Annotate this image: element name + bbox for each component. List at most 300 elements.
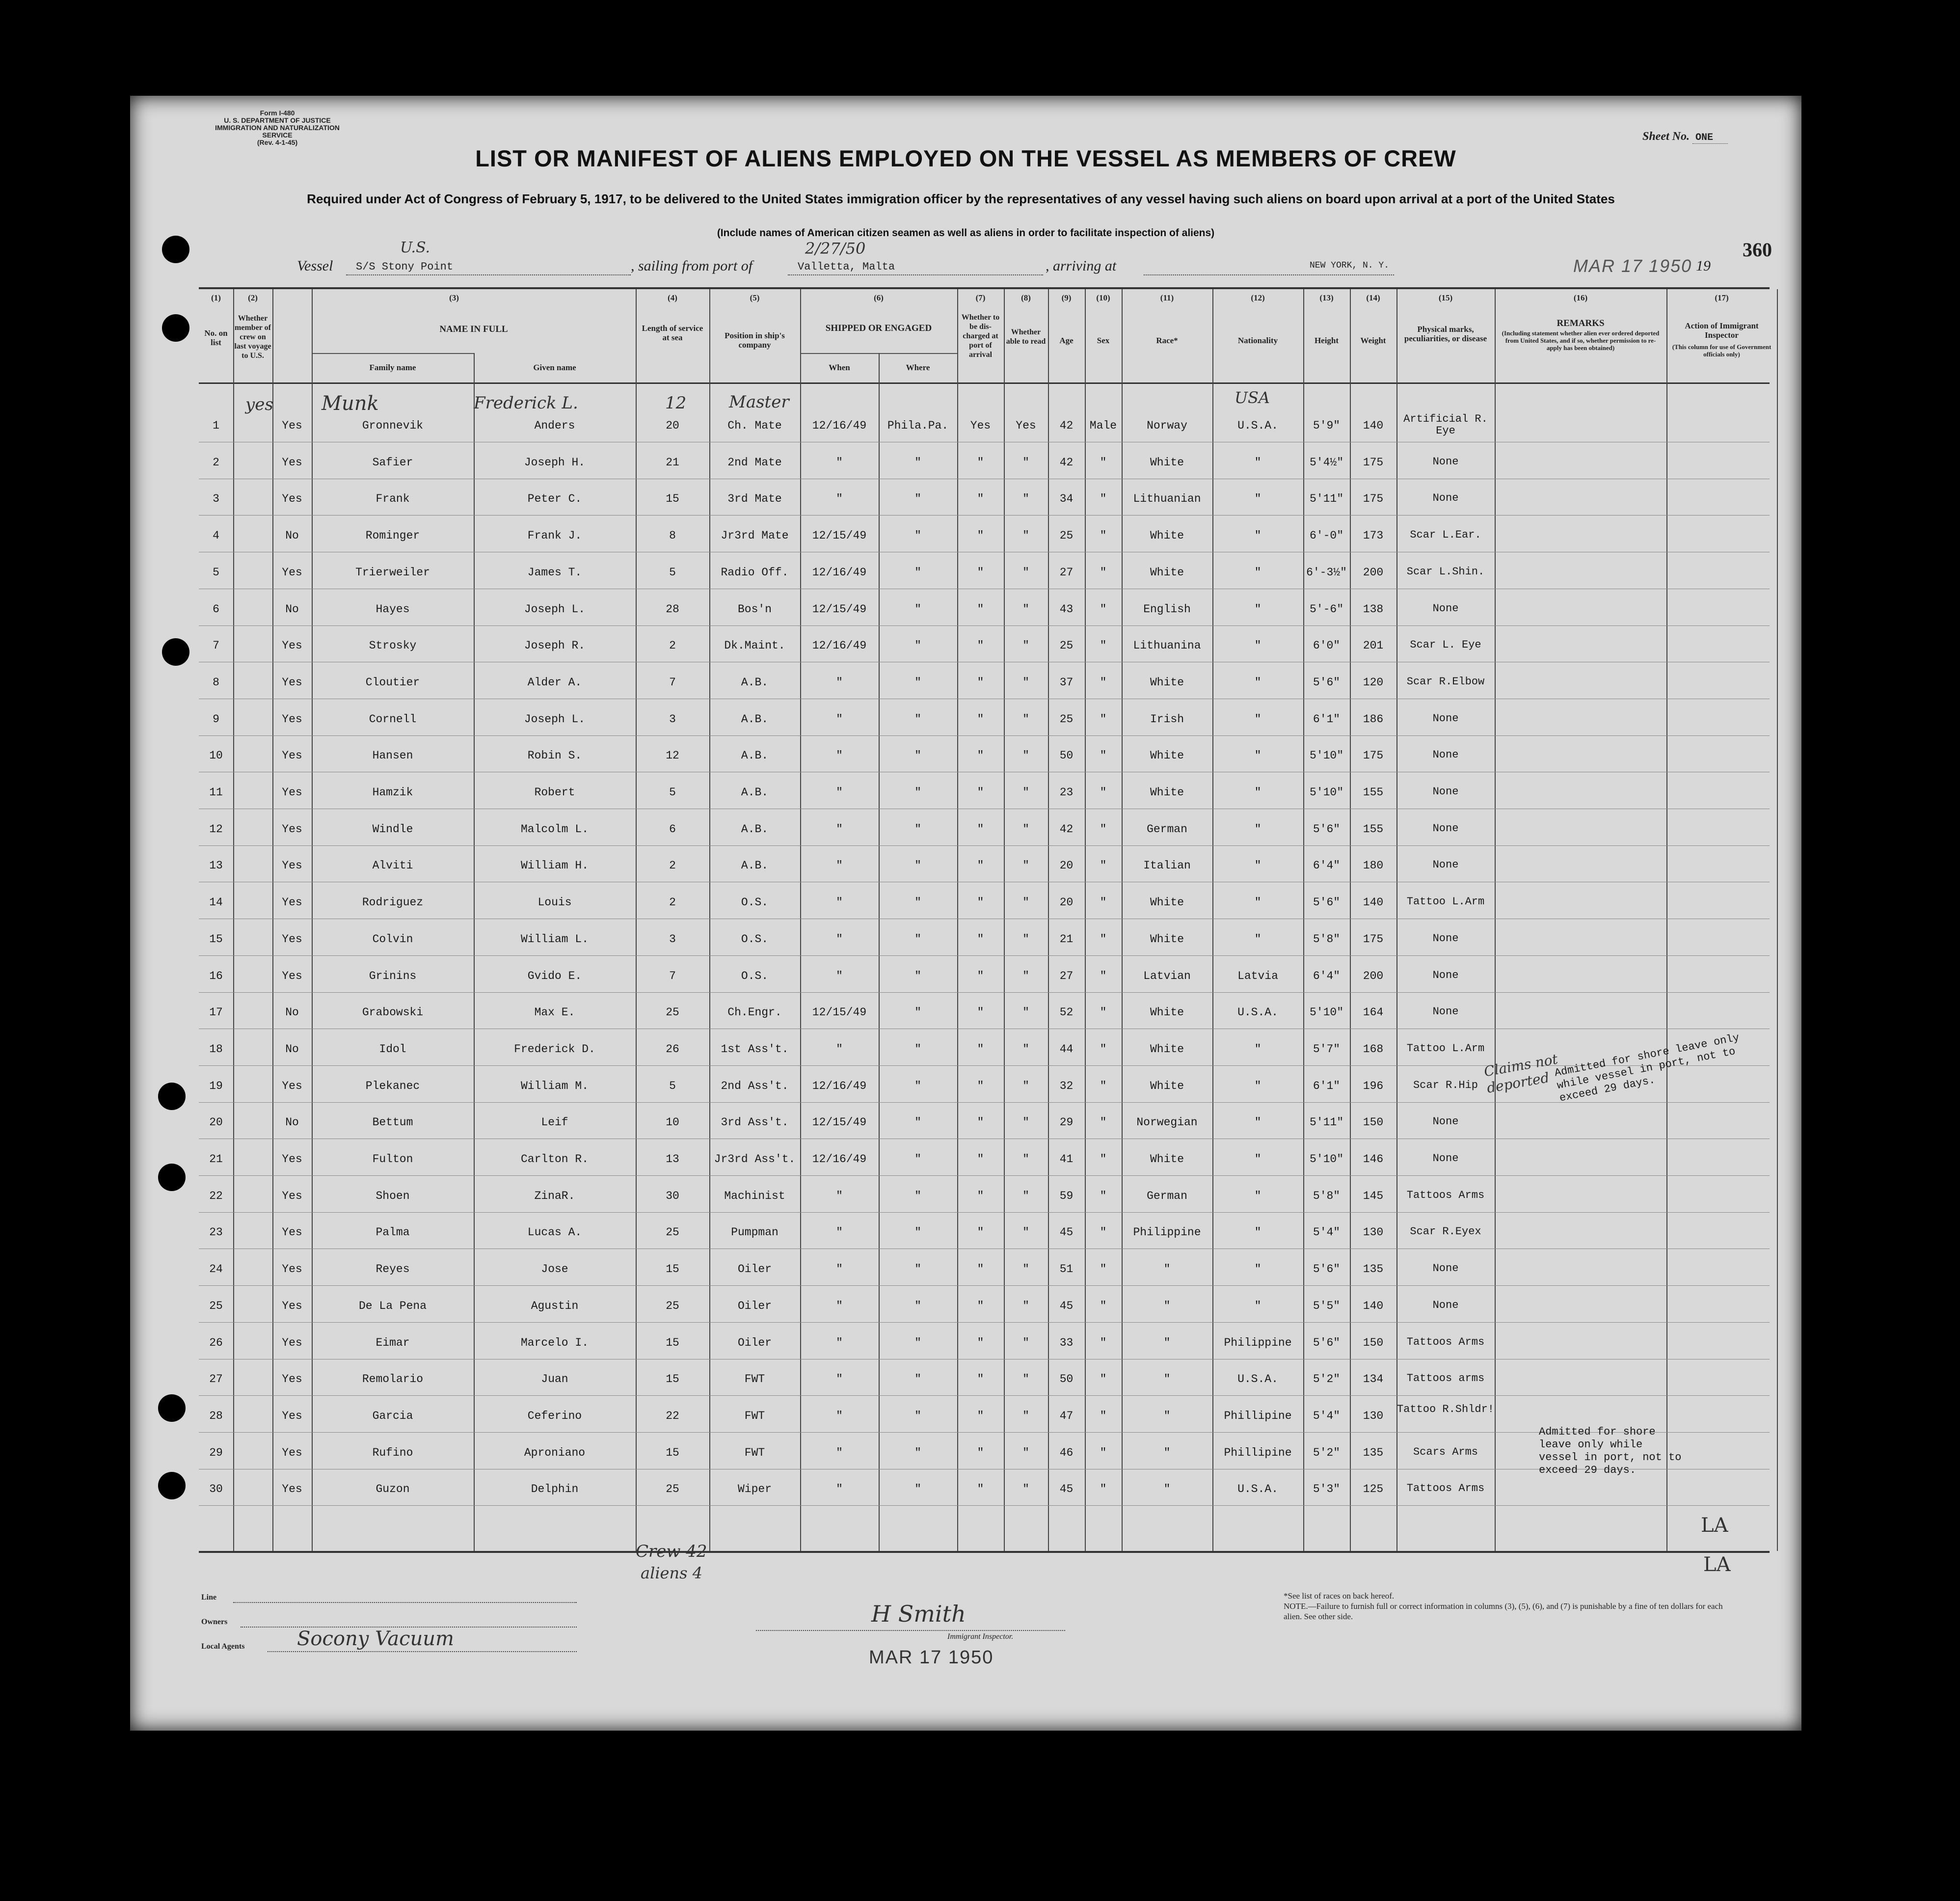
cell-nat: U.S.A. xyxy=(1237,1483,1278,1496)
cell-given: William M. xyxy=(520,1079,589,1092)
cell-given: William L. xyxy=(520,932,589,946)
cell-length: 25 xyxy=(666,1006,679,1019)
cell-member: Yes xyxy=(282,896,302,909)
cell-where: " xyxy=(914,602,921,616)
col-number: (8) xyxy=(1021,293,1031,302)
cell-position: Machinist xyxy=(724,1189,785,1202)
cell-family: Gronnevik xyxy=(362,419,424,432)
master-position-handwritten: Master xyxy=(729,392,789,412)
cell-where: " xyxy=(914,1042,921,1056)
cell-nat: " xyxy=(1254,896,1262,909)
header-weight: Weight xyxy=(1360,336,1386,345)
cell-family: Rodriguez xyxy=(362,896,424,909)
header-physical-marks: Physical marks, peculiarities, or disease xyxy=(1404,325,1487,343)
cell-position: Ch. Mate xyxy=(727,419,782,432)
cell-height: 6'4" xyxy=(1313,859,1341,872)
cell-weight: 134 xyxy=(1363,1373,1384,1386)
cell-marks: None xyxy=(1432,712,1459,725)
cell-age: 20 xyxy=(1059,896,1074,909)
cell-position: FWT xyxy=(744,1373,765,1386)
cell-when: " xyxy=(836,1373,843,1386)
cell-race: White xyxy=(1150,456,1184,469)
cell-race: Lithuanina xyxy=(1133,639,1201,652)
cell-read: " xyxy=(1022,456,1029,469)
cell-member: Yes xyxy=(282,676,302,689)
cell-when: 12/16/49 xyxy=(812,1153,867,1166)
cell-where: " xyxy=(914,676,921,689)
cell-height: 5'6" xyxy=(1313,822,1341,836)
cell-nat: " xyxy=(1254,859,1262,872)
cell-length: 15 xyxy=(666,1446,679,1459)
cell-read: " xyxy=(1022,1189,1029,1202)
row-rule xyxy=(199,1102,1770,1103)
col-number: (16) xyxy=(1573,293,1588,302)
cell-height: 6'-0" xyxy=(1309,529,1343,543)
cell-no: 24 xyxy=(209,1263,223,1276)
vessel-handwritten-prefix: U.S. xyxy=(400,239,430,256)
cell-marks: Scar R.Hip xyxy=(1413,1079,1478,1091)
cell-age: 52 xyxy=(1059,1006,1074,1019)
cell-weight: 120 xyxy=(1363,676,1384,689)
cell-disch: " xyxy=(977,749,984,762)
col-number: (7) xyxy=(975,293,986,302)
cell-height: 5'11" xyxy=(1309,492,1343,506)
page-title: LIST OR MANIFEST OF ALIENS EMPLOYED ON THE VESSEL AS MEMBERS OF CREW xyxy=(475,145,1456,171)
cell-no: 29 xyxy=(209,1446,223,1459)
cell-when: " xyxy=(836,859,843,872)
cell-given: Peter C. xyxy=(527,492,582,506)
cell-length: 2 xyxy=(669,896,676,909)
header-sex: Sex xyxy=(1097,336,1110,345)
cell-length: 5 xyxy=(669,566,676,579)
cell-nat: " xyxy=(1254,749,1262,762)
cell-race: White xyxy=(1150,1079,1184,1092)
cell-race: " xyxy=(1163,1483,1171,1496)
cell-disch: " xyxy=(977,529,984,543)
col-number: (13) xyxy=(1319,293,1334,302)
cell-family: Garcia xyxy=(372,1409,413,1422)
row-rule xyxy=(199,955,1770,956)
row-rule xyxy=(199,1395,1770,1396)
cell-disch: " xyxy=(977,1189,984,1202)
sheet-number-value: ONE xyxy=(1692,132,1728,144)
cell-when: " xyxy=(836,1409,843,1422)
cell-read: " xyxy=(1022,639,1029,652)
header-discharged: Whether to be dis-charged at port of arrival xyxy=(961,313,1000,359)
cell-no: 21 xyxy=(209,1153,223,1166)
cell-member: No xyxy=(285,602,299,616)
cell-given: Robin S. xyxy=(527,749,582,762)
header-given-name: Given name xyxy=(533,363,576,372)
cell-no: 3 xyxy=(213,492,219,506)
cell-sex: " xyxy=(1100,602,1107,616)
cell-race: White xyxy=(1150,1153,1184,1166)
cell-sex: " xyxy=(1100,639,1107,652)
cell-length: 7 xyxy=(669,676,676,689)
cell-nat: Phillipine xyxy=(1224,1409,1292,1422)
cell-nat: " xyxy=(1254,456,1262,469)
master-given-handwritten: Frederick L. xyxy=(474,393,578,413)
cell-sex: " xyxy=(1100,1373,1107,1386)
cell-family: Remolario xyxy=(362,1373,424,1386)
cell-age: 45 xyxy=(1059,1226,1074,1239)
cell-no: 8 xyxy=(213,676,219,689)
cell-age: 29 xyxy=(1059,1116,1074,1129)
cell-read: " xyxy=(1022,969,1029,982)
cell-age: 44 xyxy=(1059,1042,1074,1056)
cell-weight: 164 xyxy=(1363,1006,1384,1019)
cell-weight: 168 xyxy=(1363,1042,1384,1056)
cell-race: Norwegian xyxy=(1136,1116,1198,1129)
cell-family: Grinins xyxy=(369,969,417,982)
col-number: (12) xyxy=(1251,293,1265,302)
cell-weight: 196 xyxy=(1363,1079,1384,1092)
cell-height: 5'8" xyxy=(1313,932,1341,946)
header-member-last-voyage: Whether member of crew on last voyage to U.S. xyxy=(234,314,271,360)
cell-sex: " xyxy=(1100,492,1107,506)
cell-when: 12/15/49 xyxy=(812,602,867,616)
cell-sex: " xyxy=(1100,529,1107,543)
cell-race: " xyxy=(1163,1263,1171,1276)
name-subheader-line xyxy=(312,353,474,354)
cell-sex: " xyxy=(1100,712,1107,726)
page-subtitle-note: (Include names of American citizen seamen as well as aliens in order to facilitate inspection of aliens) xyxy=(717,227,1215,239)
cell-sex: " xyxy=(1100,1189,1107,1202)
cell-nat: " xyxy=(1254,1079,1262,1092)
cell-family: Grabowski xyxy=(362,1006,424,1019)
cell-disch: " xyxy=(977,1373,984,1386)
cell-position: 1st Ass't. xyxy=(721,1042,789,1056)
cell-position: O.S. xyxy=(741,969,769,982)
cell-no: 15 xyxy=(209,932,223,946)
cell-family: Alviti xyxy=(372,859,413,872)
cell-weight: 173 xyxy=(1363,529,1384,543)
cell-marks: None xyxy=(1432,1299,1459,1311)
cell-age: 51 xyxy=(1059,1263,1074,1276)
cell-sex: " xyxy=(1100,896,1107,909)
cell-sex: " xyxy=(1100,1079,1107,1092)
cell-marks: None xyxy=(1432,1115,1459,1128)
cell-read: " xyxy=(1022,1042,1029,1056)
cell-member: Yes xyxy=(282,1263,302,1276)
cell-disch: " xyxy=(977,712,984,726)
sheet-number xyxy=(1642,130,1728,143)
cell-member: Yes xyxy=(282,1446,302,1459)
cell-member: No xyxy=(285,1042,299,1056)
cell-position: Wiper xyxy=(737,1483,772,1496)
cell-given: Robert xyxy=(534,786,575,799)
cell-length: 6 xyxy=(669,822,676,836)
cell-length: 21 xyxy=(666,456,679,469)
cell-disch: Yes xyxy=(970,419,991,432)
cell-family: Fulton xyxy=(372,1153,413,1166)
cell-weight: 135 xyxy=(1363,1446,1384,1459)
cell-weight: 155 xyxy=(1363,786,1384,799)
cell-position: 2nd Mate xyxy=(727,456,782,469)
cell-sex: " xyxy=(1100,1336,1107,1349)
cell-member: Yes xyxy=(282,859,302,872)
header-height: Height xyxy=(1314,336,1339,345)
cell-where: " xyxy=(914,1006,921,1019)
cell-length: 15 xyxy=(666,1336,679,1349)
cell-age: 25 xyxy=(1059,529,1074,543)
cell-when: " xyxy=(836,896,843,909)
cell-member: Yes xyxy=(282,932,302,946)
cell-given: Joseph H. xyxy=(524,456,586,469)
cell-no: 2 xyxy=(213,456,219,469)
cell-given: William H. xyxy=(520,859,589,872)
header-length-service: Length of service at sea xyxy=(642,324,703,342)
cell-length: 10 xyxy=(666,1116,679,1129)
cell-family: Plekanec xyxy=(365,1079,420,1092)
cell-when: 12/16/49 xyxy=(812,566,867,579)
cell-family: Rufino xyxy=(372,1446,413,1459)
cell-member: Yes xyxy=(282,1226,302,1239)
col-number: (15) xyxy=(1438,293,1453,302)
cell-given: Joseph L. xyxy=(524,602,586,616)
cell-given: Malcolm L. xyxy=(520,822,589,836)
cell-no: 10 xyxy=(209,749,223,762)
cell-weight: 135 xyxy=(1363,1263,1384,1276)
row-rule xyxy=(199,625,1770,626)
cell-read: " xyxy=(1022,1153,1029,1166)
cell-length: 15 xyxy=(666,1263,679,1276)
cell-disch: " xyxy=(977,676,984,689)
sailing-port: Valletta, Malta xyxy=(788,261,1043,275)
cell-nat: " xyxy=(1254,602,1262,616)
cell-marks: Tattoo L.Arm xyxy=(1406,896,1485,908)
cell-when: " xyxy=(836,1446,843,1459)
cell-length: 8 xyxy=(669,529,676,543)
inspector-label: Immigrant Inspector. xyxy=(947,1632,1014,1641)
cell-member: No xyxy=(285,529,299,543)
header-family-name: Family name xyxy=(369,363,416,372)
cell-sex: " xyxy=(1100,1446,1107,1459)
cell-height: 5'10" xyxy=(1309,1006,1343,1019)
cell-where: " xyxy=(914,492,921,506)
cell-family: Cloutier xyxy=(365,676,420,689)
cell-age: 45 xyxy=(1059,1483,1074,1496)
cell-position: FWT xyxy=(744,1446,765,1459)
col-number: (5) xyxy=(750,293,760,302)
cell-sex: " xyxy=(1100,456,1107,469)
cell-race: Norway xyxy=(1147,419,1187,432)
cell-read: " xyxy=(1022,1116,1029,1129)
cell-nat: " xyxy=(1254,566,1262,579)
cell-sex: " xyxy=(1100,859,1107,872)
action-initials-row-28: LA xyxy=(1701,1514,1728,1537)
cell-sex: " xyxy=(1100,1226,1107,1239)
cell-race: White xyxy=(1150,1042,1184,1056)
cell-height: 5'10" xyxy=(1309,786,1343,799)
cell-length: 15 xyxy=(666,1373,679,1386)
col-number: (11) xyxy=(1160,293,1174,302)
cell-read: " xyxy=(1022,822,1029,836)
cell-family: Bettum xyxy=(372,1116,413,1129)
cell-marks: Scar L.Ear. xyxy=(1410,529,1481,542)
header-name-in-full: NAME IN FULL xyxy=(439,324,508,334)
cell-length: 30 xyxy=(666,1189,679,1202)
master-nationality-handwritten: USA xyxy=(1235,388,1270,407)
cell-given: Alder A. xyxy=(527,676,582,689)
cell-when: " xyxy=(836,1042,843,1056)
cell-no: 7 xyxy=(213,639,219,652)
cell-sex: " xyxy=(1100,786,1107,799)
cell-disch: " xyxy=(977,1116,984,1129)
department-name: U. S. DEPARTMENT OF JUSTICE xyxy=(224,116,331,124)
cell-where: " xyxy=(914,1446,921,1459)
cell-length: 20 xyxy=(666,419,679,432)
cell-family: Hansen xyxy=(372,749,413,762)
arriving-label: , arriving at xyxy=(1046,258,1117,274)
cell-no: 25 xyxy=(209,1299,223,1312)
row-rule xyxy=(199,515,1770,516)
arrival-date-stamp: MAR 17 1950 xyxy=(1573,256,1692,276)
cell-height: 5'8" xyxy=(1313,1189,1341,1202)
cell-member: Yes xyxy=(282,566,302,579)
cell-disch: " xyxy=(977,639,984,652)
cell-marks: Tattoos arms xyxy=(1406,1372,1485,1385)
cell-when: " xyxy=(836,749,843,762)
cell-weight: 175 xyxy=(1363,492,1384,506)
cell-where: " xyxy=(914,566,921,579)
cell-height: 5'6" xyxy=(1313,676,1341,689)
cell-age: 45 xyxy=(1059,1299,1074,1312)
cell-nat: Latvia xyxy=(1237,969,1278,982)
cell-weight: 125 xyxy=(1363,1483,1384,1496)
cell-disch: " xyxy=(977,1336,984,1349)
cell-position: Oiler xyxy=(737,1263,772,1276)
cell-member: Yes xyxy=(282,639,302,652)
header-divider xyxy=(199,382,1770,384)
cell-when: 12/15/49 xyxy=(812,1006,867,1019)
cell-position: A.B. xyxy=(741,786,769,799)
cell-where: " xyxy=(914,1409,921,1422)
cell-when: " xyxy=(836,786,843,799)
cell-weight: 150 xyxy=(1363,1336,1384,1349)
cell-member: Yes xyxy=(282,1079,302,1092)
cell-disch: " xyxy=(977,932,984,946)
cell-position: 3rd Mate xyxy=(727,492,782,506)
cell-no: 14 xyxy=(209,896,223,909)
cell-no: 12 xyxy=(209,822,223,836)
cell-race: " xyxy=(1163,1373,1171,1386)
form-number: Form I-480 xyxy=(260,109,295,117)
cell-length: 26 xyxy=(666,1042,679,1056)
cell-where: " xyxy=(914,1483,921,1496)
cell-age: 41 xyxy=(1059,1153,1074,1166)
cell-member: Yes xyxy=(282,1153,302,1166)
cell-read: " xyxy=(1022,712,1029,726)
cell-nat: " xyxy=(1254,786,1262,799)
cell-where: " xyxy=(914,969,921,982)
cell-given: Marcelo I. xyxy=(520,1336,589,1349)
cell-member: Yes xyxy=(282,1483,302,1496)
cell-marks: None xyxy=(1432,1262,1459,1275)
col-number: (14) xyxy=(1366,293,1380,302)
cell-family: Hayes xyxy=(376,602,410,616)
cell-given: Carlton R. xyxy=(520,1153,589,1166)
punch-hole xyxy=(162,638,189,666)
cell-height: 5'4" xyxy=(1313,1226,1341,1239)
col-number: (3) xyxy=(449,293,459,302)
cell-sex: " xyxy=(1100,676,1107,689)
cell-when: " xyxy=(836,969,843,982)
cell-weight: 140 xyxy=(1363,419,1384,432)
cell-age: 27 xyxy=(1059,969,1074,982)
remarks-claims-handwritten: Claims not deported xyxy=(1482,1051,1559,1096)
cell-sex: " xyxy=(1100,749,1107,762)
cell-member: Yes xyxy=(282,786,302,799)
cell-race: White xyxy=(1150,566,1184,579)
cell-marks: None xyxy=(1432,749,1459,761)
cell-position: 2nd Ass't. xyxy=(721,1079,789,1092)
cell-member: Yes xyxy=(282,969,302,982)
cell-when: 12/15/49 xyxy=(812,1116,867,1129)
cell-given: Frank J. xyxy=(527,529,582,543)
cell-nat: Phillipine xyxy=(1224,1446,1292,1459)
cell-read: " xyxy=(1022,1079,1029,1092)
cell-position: Dk.Maint. xyxy=(724,639,785,652)
cell-length: 15 xyxy=(666,492,679,506)
cell-no: 23 xyxy=(209,1226,223,1239)
cell-marks: Scar L. Eye xyxy=(1410,639,1481,652)
cell-sex: " xyxy=(1100,822,1107,836)
cell-where: " xyxy=(914,1079,921,1092)
cell-no: 5 xyxy=(213,566,219,579)
cell-sex: " xyxy=(1100,1042,1107,1056)
cell-where: " xyxy=(914,749,921,762)
cell-weight: 130 xyxy=(1363,1409,1384,1422)
crew-count-handwritten: Crew 42 xyxy=(636,1542,707,1561)
cell-weight: 200 xyxy=(1363,969,1384,982)
cell-height: 5'6" xyxy=(1313,1336,1341,1349)
cell-where: " xyxy=(914,456,921,469)
cell-member: Yes xyxy=(282,1299,302,1312)
cell-where: " xyxy=(914,896,921,909)
cell-nat: " xyxy=(1254,822,1262,836)
cell-position: A.B. xyxy=(741,749,769,762)
cell-when: " xyxy=(836,1299,843,1312)
cell-read: " xyxy=(1022,1299,1029,1312)
cell-no: 9 xyxy=(213,712,219,726)
cell-marks: Artificial R. Eye xyxy=(1403,413,1488,437)
line-label: Line xyxy=(201,1593,217,1602)
cell-member: Yes xyxy=(282,712,302,726)
cell-length: 28 xyxy=(666,602,679,616)
cell-when: " xyxy=(836,1189,843,1202)
header-remarks: REMARKS xyxy=(1557,318,1605,328)
cell-weight: 175 xyxy=(1363,932,1384,946)
cell-read: " xyxy=(1022,602,1029,616)
cell-family: Shoen xyxy=(376,1189,410,1202)
cell-weight: 140 xyxy=(1363,1299,1384,1312)
cell-race: Lithuanian xyxy=(1133,492,1201,506)
cell-age: 42 xyxy=(1059,822,1074,836)
cell-height: 6'-3½" xyxy=(1306,566,1347,579)
row-rule xyxy=(199,1175,1770,1176)
cell-nat: " xyxy=(1254,1226,1262,1239)
cell-height: 5'5" xyxy=(1313,1299,1341,1312)
cell-race: White xyxy=(1150,786,1184,799)
cell-age: 46 xyxy=(1059,1446,1074,1459)
cell-no: 30 xyxy=(209,1483,223,1496)
cell-position: 3rd Ass't. xyxy=(721,1116,789,1129)
cell-nat: " xyxy=(1254,1042,1262,1056)
cell-given: Louis xyxy=(537,896,572,909)
cell-where: Phila.Pa. xyxy=(887,419,949,432)
vessel-line xyxy=(297,239,1720,277)
